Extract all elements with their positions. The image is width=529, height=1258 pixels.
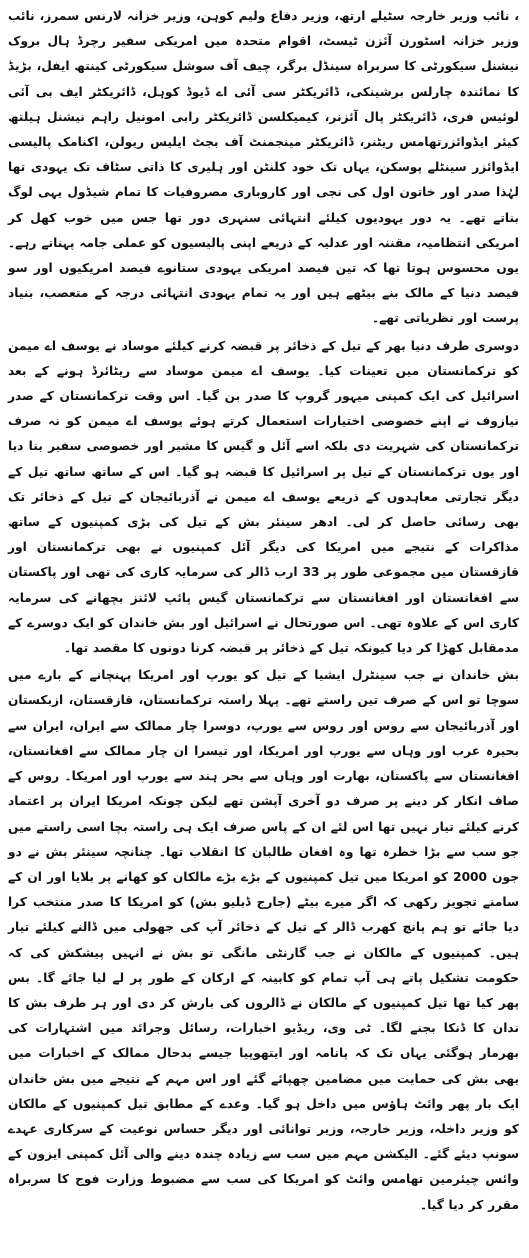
paragraph-bush-family: بش خاندان نے جب سینٹرل ایشیا کے تیل کو یورپ اور امریکا پہنچانے کے بارے میں سوچا تو اس کے صرف تین راستے تھے۔ پہلا راستہ ترکمانستان، قازقستان، ازبکستان اور آذربائیجان سے روس اور روس سے یورپ، دوسرا چار ممالک سے ایران، ایران سے بحیرہ عرب اور وہاں سے یورپ اور امریکا، اور تیسرا ان چار ممالک سے افغانستان، افغانستان سے پاکستان، بھارت اور وہاں سے بحر ہند سے یورپ اور امریکا۔ روس کے صاف انکار کر دینے پر صرف دو آخری آپشن تھے لیکن چونکہ امریکا ایران پر اعتماد کرنے کیلئے تیار نہیں تھا اس لئے ان کے پاس صرف ایک ہی راستہ بچا اسی راستے میں جو سب سے بڑا خطرہ تھا وہ افغان طالبان کا انقلاب تھا۔ چنانچہ سینئر بش نے دو جون 2000 کو امریکا میں تیل کمپنیوں کے بڑے بڑے مالکان کو کھانے پر بلایا اور ان کے سامنے تجویز رکھی کہ اگر میرے بیٹے (جارج ڈبلیو بش) کو امریکا کا صدر منتخب کرا دیا جائے تو ہم پانچ کھرب ڈالر کے تیل کے ذخائر آپ کی جھولی میں ڈالنے کیلئے تیار ہیں۔ کمپنیوں کے مالکان نے جب گارنٹی مانگی تو بش نے انہیں پیشکش کی کہ حکومت تشکیل پاتے ہی آپ تمام کو کابینہ کے ارکان کے طور پر لے لیا جائے گا۔ بس پھر کیا تھا تیل کمپنیوں کے مالکان نے ڈالروں کی بارش کر دی اور ہر طرف بش کا ندان کا ڈنکا بجنے لگا۔ ٹی وی، ریڈیو اخبارات، رسائل وجرائد میں اشتہارات کی بھرمار ہوگئی یہاں تک کہ پانامہ اور ایتھوپیا جیسے بدحال ممالک کے اخبارات میں بھی بش کی حمایت میں مضامین چھپائے گئے اور اس مہم کے نتیجے میں بش خاندان ایک بار پھر وائٹ ہاؤس میں داخل ہو گیا۔ وعدے کے مطابق تیل کمپنیوں کے مالکان کو وزیر داخلہ، وزیر خارجہ، وزیر توانائی اور دیگر حساس نوعیت کے سرکاری عہدے سونپ دیئے گئے۔ الیکشن مہم میں سب سے زیادہ چندہ دینے والی آئل کمپنی ایزون کے وائس چیئرمین تھامس وائٹ کو امریکا کی سب سے مضبوط وزارت فوج کا سربراہ مقرر کر دیا گیا۔ <box>8 668 519 1212</box>
paragraph-cabinet-list: ، نائب وزیر خارجہ سٹیلے ارتھ، وزیر دفاع ولیم کوہن، وزیر خزانہ لارنس سمرز، نائب وزیر خزانہ اسٹورن آئزن ٹیسٹ، اقوام متحدہ میں امریکی سفیر رچرڈ ہال بروک نیشنل سیکورٹی کا سربراہ سینڈل برگر، چیف آف سوشل سیکورٹی کینتھ ایفل، بڑیڈ کا نمائندہ چارلس برشینکی، ڈائریکٹر سی آئی اے ڈیوڈ کوہل، ڈائریکٹر ایف بی آئی لوئیس فری، ڈائریکٹر پال آئزنر، کیمیکلسن ڈائریکٹر رابی امونیل راہم نیشنل ہیلتھ کیئر ایڈوائزرتھامس ریٹنر، ڈائریکٹر مینجمنٹ آف بجٹ ایلیس ریولن، اکنامک پالیسی ایڈوائزر سینٹلے پوسکن، یہاں تک خود کلنٹن اور ہلیری کا ذاتی سٹاف تک یہودی تھا لہٰذا صدر اور خاتون اول کی نجی اور کاروباری مصروفیات کا تمام شیڈول یہی لوگ بناتے تھے۔ یہ دور یہودیوں کیلئے انتہائی سنہری دور تھا جس میں خوب کھل کر امریکی انتظامیہ، مقننہ اور عدلیہ کے ذریعے اپنی پالیسیوں کو عملی جامہ پہناتے رہے۔ یوں محسوس ہوتا تھا کہ تین فیصد امریکی یہودی ستانوے فیصد امریکیوں اور سو فیصد دنیا کے مالک بنے بیٹھے ہیں اور یہ تمام یہودی انتہائی درجہ کے متعصب، بنیاد پرست اور نظریاتی تھے۔ <box>8 9 519 326</box>
paragraph-oil-reserves: دوسری طرف دنیا بھر کے تیل کے ذخائر پر قبضہ کرنے کیلئے موساد نے یوسف اے میمن کو ترکمانستان میں تعینات کیا۔ یوسف اے میمن موساد سے ریٹائرڈ ہونے کے بعد اسرائیل کی ایک کمپنی میہور گروپ کا صدر بن گیا۔ اس وقت ترکمانستان کے صدر نیازوف نے اپنے خصوصی اختیارات استعمال کرتے ہوئے یوسف اے میمن کو نہ صرف ترکمانستان کی شہریت دی بلکہ اسے آئل و گیس کا مشیر اور خصوصی سفیر بنا دیا اور یوں ترکمانستان کے تیل پر اسرائیل کا قبضہ ہو گیا۔ اس کے ساتھ ساتھ تیل کے دیگر تجارتی معاہدوں کے ذریعے یوسف اے میمن نے آذربائیجان کے تیل کے ذخائر تک بھی رسائی حاصل کر لی۔ ادھر سینئر بش کے تیل کی بڑی کمپنیوں کے ساتھ مذاکرات کے نتیجے میں امریکا کی دیگر آئل کمپنیوں نے بھی ترکمانستان اور قازقستان میں مجموعی طور پر 33 ارب ڈالر کی سرمایہ کاری کی تھی اور پاکستان سے افغانستان اور افغانستان سے ترکمانستان گیس پائپ لائنز بچھانے کی سرمایہ کاری اس کے علاوہ تھی۔ اس صورتحال نے اسرائیل اور بش خاندان کو ایک دوسرے کے مدمقابل کھڑا کر دیا کیونکہ تیل کے ذخائر پر قبضہ کرنا دونوں کا مقصد تھا۔ <box>8 338 519 656</box>
